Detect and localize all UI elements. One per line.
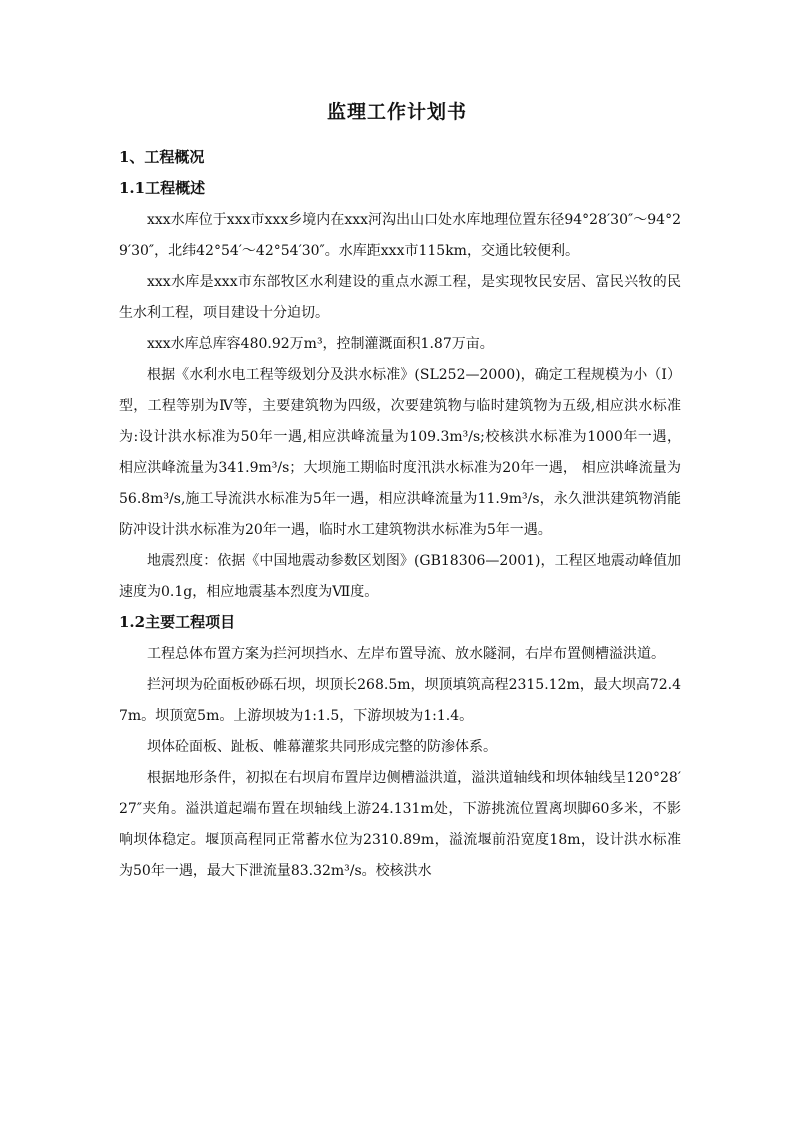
- project-paragraph-dam: 拦河坝为砼面板砂砾石坝，坝顶长268.5m，坝顶填筑高程2315.12m，最大坝高72.47m。坝顶宽5m。上游坝坡为1:1.5，下游坝坡为1:1.4。: [119, 677, 681, 724]
- overview-paragraph-seismic: 地震烈度：依据《中国地震动参数区划图》(GB18306—2001)，工程区地震动峰值加速度为0.1g，相应地震基本烈度为Ⅶ度。: [119, 553, 681, 600]
- section-1-heading: 1、工程概况: [119, 148, 205, 166]
- document-title: 监理工作计划书: [326, 101, 467, 123]
- overview-paragraph-flood-standard: 根据《水利水电工程等级划分及洪水标准》(SL252—2000)，确定工程规模为小（Ⅰ）型，工程等别为Ⅳ等，主要建筑物为四级，次要建筑物与临时建筑物为五级,相应洪水标准为:设计洪水标准为50年一遇,相应洪峰流量为109.3m³/s;校核洪水标准为1000年一遇， 相应洪峰流量为341.9m³/s；大坝施工期临时度汛洪水标准为20年一遇， 相应洪峰流量为56.8m³/s,施工导流洪水标准为5年一遇，相应洪峰流量为11.9m³/s，永久泄洪建筑物消能防冲设计洪水标准为20年一遇，临时水工建筑物洪水标准为5年一遇。: [119, 367, 681, 538]
- project-paragraph-spillway: 根据地形条件，初拟在右坝肩布置岸边侧槽溢洪道，溢洪道轴线和坝体轴线呈120°28′27″夹角。溢洪道起端布置在坝轴线上游24.131m处，下游挑流位置离坝脚60多米，不影响坝体稳定。堰顶高程同正常蓄水位为2310.89m，溢流堰前沿宽度18m，设计洪水标准为50年一遇，最大下泄流量83.32m³/s。校核洪水: [119, 770, 681, 879]
- section-1-1-heading: 1.1工程概述: [119, 179, 206, 197]
- project-paragraph-layout: 工程总体布置方案为拦河坝挡水、左岸布置导流、放水隧洞，右岸布置侧槽溢洪道。: [147, 646, 665, 662]
- overview-paragraph-importance: xxx水库是xxx市东部牧区水利建设的重点水源工程，是实现牧民安居、富民兴牧的民生水利工程，项目建设十分迫切。: [119, 274, 681, 321]
- project-paragraph-seepage: 坝体砼面板、趾板、帷幕灌浆共同形成完整的防渗体系。: [147, 739, 497, 755]
- overview-paragraph-capacity: xxx水库总库容480.92万m³，控制灌溉面积1.87万亩。: [147, 336, 494, 352]
- document-body: [119, 143, 681, 887]
- section-1-2-heading: 1.2主要工程项目: [119, 613, 236, 631]
- overview-paragraph-location: xxx水库位于xxx市xxx乡境内在xxx河沟出山口处水库地理位置东径94°28′30″～94°29′30″，北纬42°54′～42°54′30″。水库距xxx市115km，交通比较便利。: [119, 212, 681, 259]
